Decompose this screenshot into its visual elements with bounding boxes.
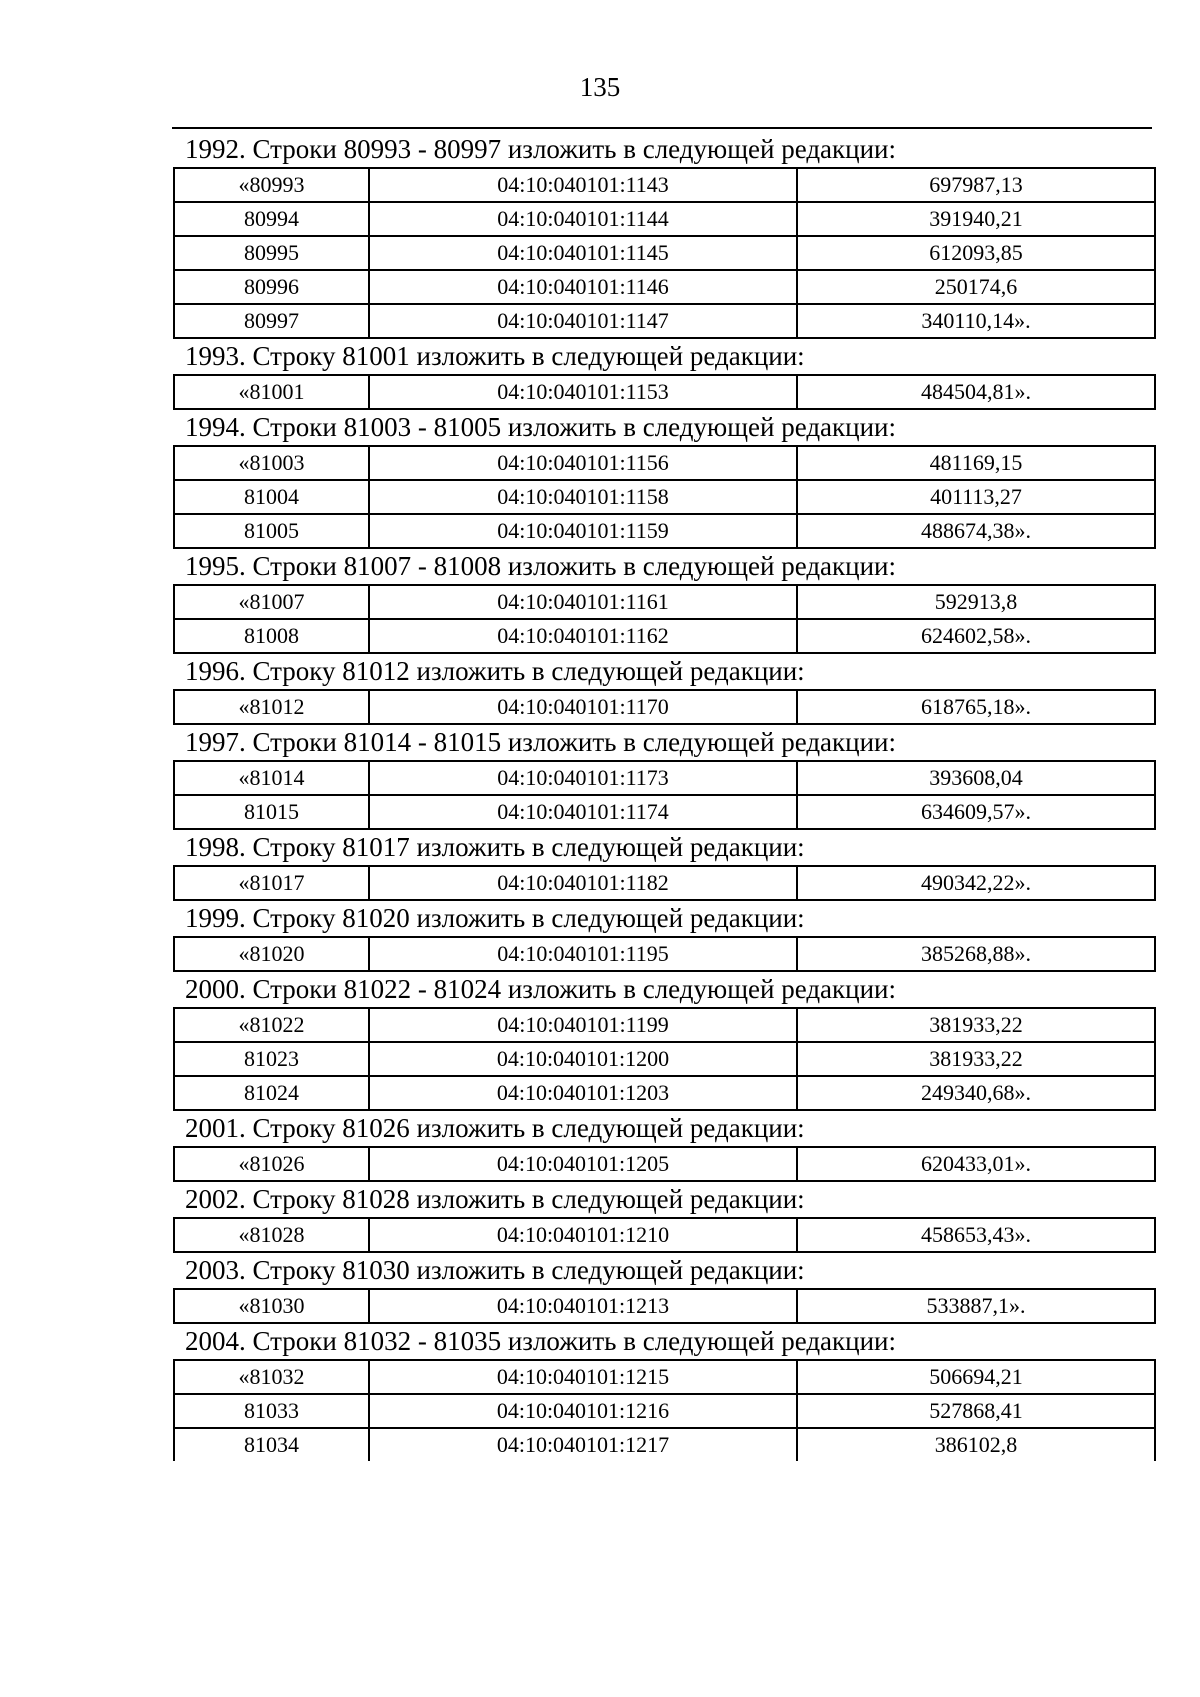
cadastral-number-cell: 04:10:040101:1159	[369, 514, 797, 548]
value-cell: 527868,41	[797, 1394, 1155, 1428]
cadastral-number-cell: 04:10:040101:1156	[369, 446, 797, 480]
cadastral-number-cell: 04:10:040101:1195	[369, 937, 797, 971]
amendment-table	[173, 374, 1156, 410]
table-row	[174, 514, 1155, 548]
value-cell: 592913,8	[797, 585, 1155, 619]
amendment-table	[173, 689, 1156, 725]
value-cell: 488674,38».	[797, 514, 1155, 548]
value-cell: 484504,81».	[797, 375, 1155, 409]
cadastral-number-cell: 04:10:040101:1143	[369, 168, 797, 202]
value-cell: 620433,01».	[797, 1147, 1155, 1181]
section-heading: 2000. Строки 81022 - 81024 изложить в следующей редакции:	[185, 974, 897, 1004]
value-cell: 381933,22	[797, 1008, 1155, 1042]
document-body	[173, 132, 1148, 1461]
section-heading: 2003. Строку 81030 изложить в следующей редакции:	[185, 1255, 805, 1285]
value-cell: 458653,43».	[797, 1218, 1155, 1252]
table-row	[174, 168, 1155, 202]
row-number-cell: 81024	[174, 1076, 369, 1110]
table-row	[174, 690, 1155, 724]
table-row	[174, 1008, 1155, 1042]
value-cell: 481169,15	[797, 446, 1155, 480]
table-row	[174, 795, 1155, 829]
section-heading: 1994. Строки 81003 - 81005 изложить в следующей редакции:	[185, 412, 897, 442]
section-heading: 2004. Строки 81032 - 81035 изложить в следующей редакции:	[185, 1326, 897, 1356]
row-number-cell: 81033	[174, 1394, 369, 1428]
row-number-cell: 81008	[174, 619, 369, 653]
value-cell: 401113,27	[797, 480, 1155, 514]
value-cell: 618765,18».	[797, 690, 1155, 724]
row-number-cell: 81005	[174, 514, 369, 548]
row-number-cell: «81001	[174, 375, 369, 409]
table-row	[174, 1289, 1155, 1323]
table-row	[174, 1147, 1155, 1181]
cadastral-number-cell: 04:10:040101:1147	[369, 304, 797, 338]
row-number-cell: «81032	[174, 1360, 369, 1394]
table-row	[174, 1042, 1155, 1076]
cadastral-number-cell: 04:10:040101:1205	[369, 1147, 797, 1181]
value-cell: 249340,68».	[797, 1076, 1155, 1110]
section-heading: 1998. Строку 81017 изложить в следующей редакции:	[185, 832, 805, 862]
cadastral-number-cell: 04:10:040101:1161	[369, 585, 797, 619]
row-number-cell: «81026	[174, 1147, 369, 1181]
cadastral-number-cell: 04:10:040101:1173	[369, 761, 797, 795]
cadastral-number-cell: 04:10:040101:1203	[369, 1076, 797, 1110]
table-row	[174, 236, 1155, 270]
table-row	[174, 270, 1155, 304]
table-row	[174, 446, 1155, 480]
table-row	[174, 202, 1155, 236]
value-cell: 385268,88».	[797, 937, 1155, 971]
cadastral-number-cell: 04:10:040101:1153	[369, 375, 797, 409]
table-row	[174, 480, 1155, 514]
table-row	[174, 375, 1155, 409]
amendment-table	[173, 865, 1156, 901]
section-heading: 1996. Строку 81012 изложить в следующей редакции:	[185, 656, 805, 686]
value-cell: 612093,85	[797, 236, 1155, 270]
table-row	[174, 1360, 1155, 1394]
cadastral-number-cell: 04:10:040101:1145	[369, 236, 797, 270]
cadastral-number-cell: 04:10:040101:1215	[369, 1360, 797, 1394]
row-number-cell: «81014	[174, 761, 369, 795]
row-number-cell: «81007	[174, 585, 369, 619]
section-heading: 1995. Строки 81007 - 81008 изложить в следующей редакции:	[185, 551, 897, 581]
cadastral-number-cell: 04:10:040101:1199	[369, 1008, 797, 1042]
value-cell: 697987,13	[797, 168, 1155, 202]
row-number-cell: «81012	[174, 690, 369, 724]
value-cell: 381933,22	[797, 1042, 1155, 1076]
section-heading: 2002. Строку 81028 изложить в следующей редакции:	[185, 1184, 805, 1214]
row-number-cell: 81023	[174, 1042, 369, 1076]
cadastral-number-cell: 04:10:040101:1182	[369, 866, 797, 900]
value-cell: 391940,21	[797, 202, 1155, 236]
row-number-cell: 81034	[174, 1428, 369, 1461]
table-row	[174, 1076, 1155, 1110]
row-number-cell: 81004	[174, 480, 369, 514]
value-cell: 506694,21	[797, 1360, 1155, 1394]
cadastral-number-cell: 04:10:040101:1210	[369, 1218, 797, 1252]
section-heading: 1997. Строки 81014 - 81015 изложить в следующей редакции:	[185, 727, 897, 757]
amendment-table	[173, 936, 1156, 972]
amendment-table	[173, 167, 1156, 339]
section-heading: 1993. Строку 81001 изложить в следующей редакции:	[185, 341, 805, 371]
row-number-cell: «81028	[174, 1218, 369, 1252]
value-cell: 634609,57».	[797, 795, 1155, 829]
amendment-table	[173, 1217, 1156, 1253]
row-number-cell: 80995	[174, 236, 369, 270]
amendment-table	[173, 1359, 1156, 1461]
row-number-cell: 80994	[174, 202, 369, 236]
amendment-table	[173, 1146, 1156, 1182]
table-row	[174, 304, 1155, 338]
row-number-cell: 81015	[174, 795, 369, 829]
amendment-table	[173, 584, 1156, 654]
page-number: 135	[579, 72, 621, 102]
cadastral-number-cell: 04:10:040101:1144	[369, 202, 797, 236]
cadastral-number-cell: 04:10:040101:1170	[369, 690, 797, 724]
table-row	[174, 1218, 1155, 1252]
row-number-cell: 80996	[174, 270, 369, 304]
row-number-cell: 80997	[174, 304, 369, 338]
table-row	[174, 866, 1155, 900]
amendment-table	[173, 1007, 1156, 1111]
value-cell: 250174,6	[797, 270, 1155, 304]
section-heading: 2001. Строку 81026 изложить в следующей редакции:	[185, 1113, 805, 1143]
cadastral-number-cell: 04:10:040101:1217	[369, 1428, 797, 1461]
row-number-cell: «81003	[174, 446, 369, 480]
table-row	[174, 761, 1155, 795]
header-rule	[172, 127, 1152, 129]
row-number-cell: «81022	[174, 1008, 369, 1042]
cadastral-number-cell: 04:10:040101:1162	[369, 619, 797, 653]
table-row	[174, 1428, 1155, 1461]
section-heading: 1999. Строку 81020 изложить в следующей редакции:	[185, 903, 805, 933]
cadastral-number-cell: 04:10:040101:1200	[369, 1042, 797, 1076]
value-cell: 490342,22».	[797, 866, 1155, 900]
cadastral-number-cell: 04:10:040101:1216	[369, 1394, 797, 1428]
table-row	[174, 1394, 1155, 1428]
table-row	[174, 585, 1155, 619]
value-cell: 624602,58».	[797, 619, 1155, 653]
value-cell: 340110,14».	[797, 304, 1155, 338]
row-number-cell: «80993	[174, 168, 369, 202]
table-row	[174, 619, 1155, 653]
cadastral-number-cell: 04:10:040101:1146	[369, 270, 797, 304]
value-cell: 393608,04	[797, 761, 1155, 795]
row-number-cell: «81020	[174, 937, 369, 971]
row-number-cell: «81017	[174, 866, 369, 900]
amendment-table	[173, 1288, 1156, 1324]
cadastral-number-cell: 04:10:040101:1174	[369, 795, 797, 829]
row-number-cell: «81030	[174, 1289, 369, 1323]
cadastral-number-cell: 04:10:040101:1158	[369, 480, 797, 514]
amendment-table	[173, 760, 1156, 830]
section-heading: 1992. Строки 80993 - 80997 изложить в следующей редакции:	[185, 134, 897, 164]
amendment-table	[173, 445, 1156, 549]
cadastral-number-cell: 04:10:040101:1213	[369, 1289, 797, 1323]
table-row	[174, 937, 1155, 971]
value-cell: 533887,1».	[797, 1289, 1155, 1323]
value-cell: 386102,8	[797, 1428, 1155, 1461]
